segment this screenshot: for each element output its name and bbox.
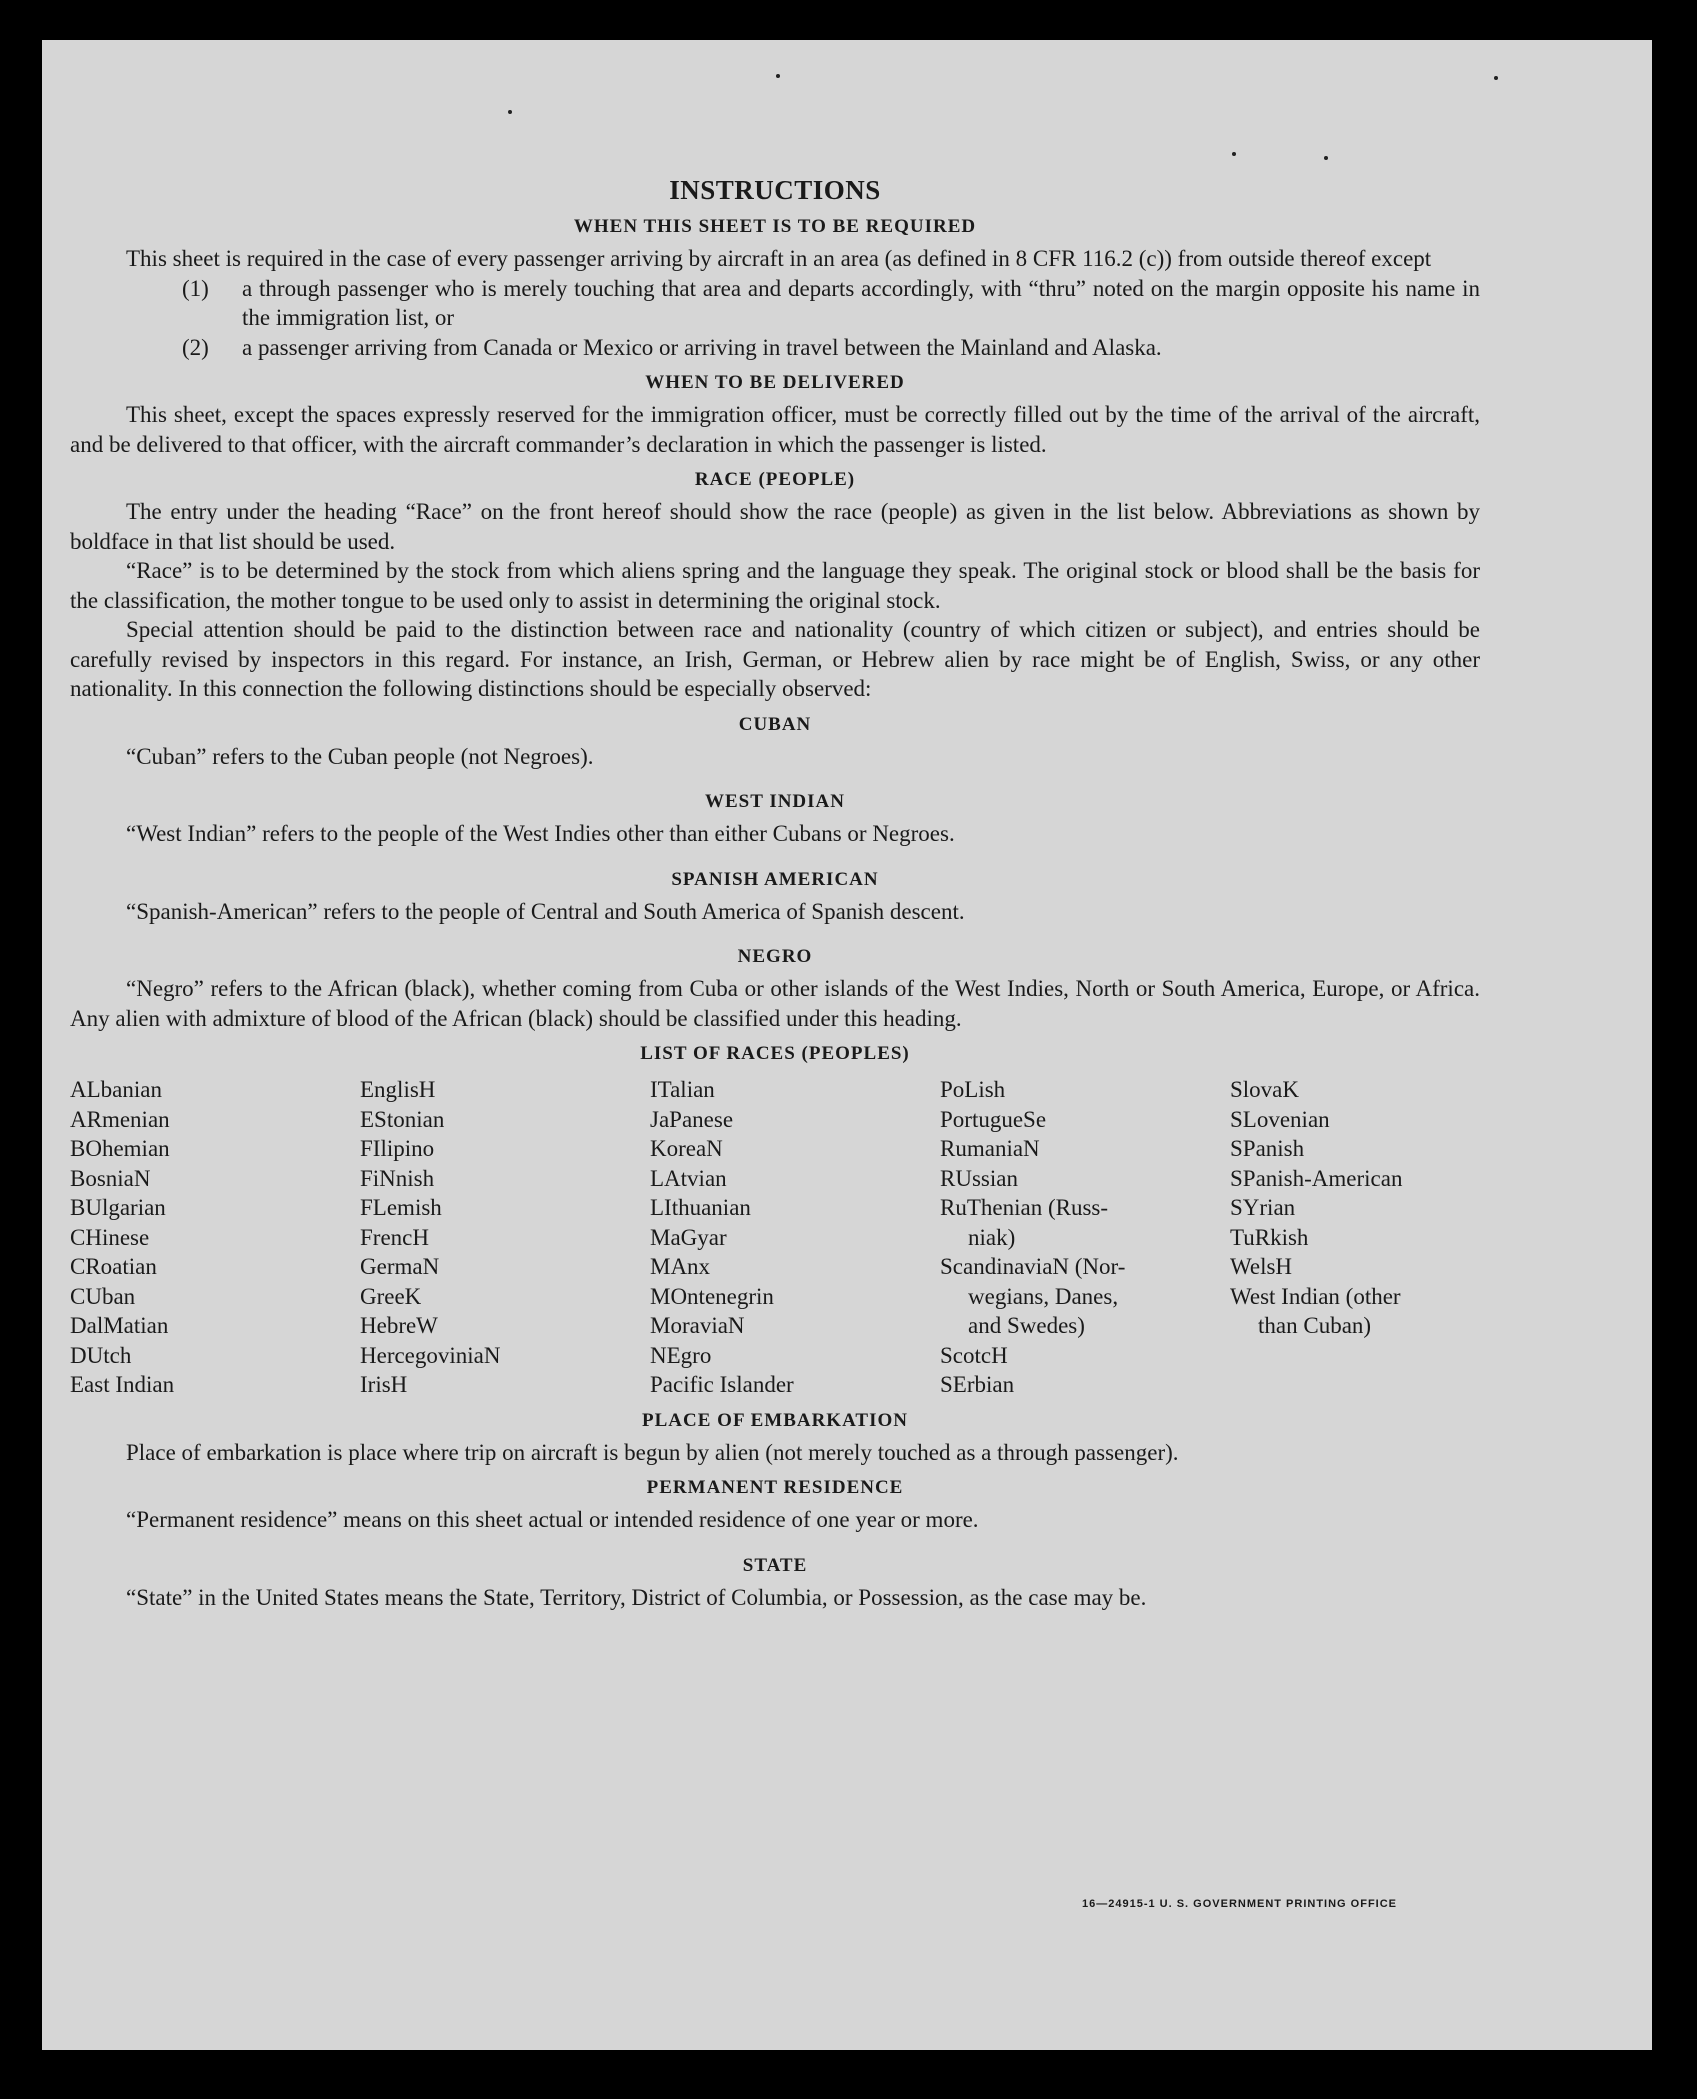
instructions-body — [70, 175, 1480, 1612]
race-entry: SPanish — [1230, 1136, 1305, 1161]
exception-text: a passenger arriving from Canada or Mexico or arriving in travel between the Mainland and Alaska. — [242, 334, 1162, 360]
exception-number: (2) — [182, 334, 209, 360]
race-entry-continued: and Swedes) — [968, 1313, 1085, 1338]
document-page — [42, 40, 1652, 2050]
race-entry: East Indian — [70, 1372, 175, 1397]
exception-text: a through passenger who is merely touching that area and departs accordingly, with “thru” noted on the margin opposite his name in the immigration list, or — [242, 275, 1480, 330]
speck — [1494, 76, 1498, 80]
race-entry: MOntenegrin — [650, 1283, 774, 1309]
race-entry: Pacific Islander — [650, 1372, 794, 1397]
race-entry: ScandinaviaN (Nor- — [940, 1254, 1126, 1279]
section-heading-negro: NEGRO — [737, 946, 813, 967]
race-entry: SYrian — [1230, 1195, 1296, 1220]
race-entry-continued: wegians, Danes, — [968, 1283, 1119, 1309]
race-entry: EnglisH — [360, 1077, 436, 1102]
section-heading-state: STATE — [742, 1554, 808, 1576]
race-entry: FrencH — [360, 1224, 429, 1250]
race-entry: KoreaN — [650, 1136, 723, 1161]
race-entry-continued: niak) — [968, 1224, 1016, 1250]
race-entry: CUban — [70, 1283, 136, 1309]
race-entry: ARmenian — [70, 1106, 170, 1132]
race-paragraph-2: “Race” is to be determined by the stock from which aliens spring and the language they speak. The original stock or blood shall be the basis for the classification, the mother tongue to be used only to assist in determining the original stock. — [70, 558, 1480, 613]
race-entry: MaGyar — [650, 1224, 727, 1250]
section-heading-list-of-races: LIST OF RACES (PEOPLES) — [640, 1043, 910, 1064]
cuban-paragraph: “Cuban” refers to the Cuban people (not Negroes). — [126, 743, 594, 769]
race-entry: CHinese — [70, 1224, 150, 1250]
race-entry: HebreW — [360, 1313, 438, 1338]
race-entry: PortugueSe — [940, 1106, 1047, 1132]
race-column-3 — [650, 1075, 940, 1400]
race-entry: West Indian (other — [1230, 1283, 1401, 1309]
race-entry: DalMatian — [70, 1313, 169, 1338]
race-entry: ALbanian — [70, 1077, 162, 1102]
spanish-american-paragraph: “Spanish-American” refers to the people of Central and South America of Spanish descent. — [126, 898, 965, 924]
race-entry: LIthuanian — [650, 1195, 751, 1220]
race-entry: MAnx — [650, 1254, 711, 1279]
negro-paragraph: “Negro” refers to the African (black), whether coming from Cuba or other islands of the West Indies, North or South America, Europe, or Africa. Any alien with admixture of blood of the African (black) should be classified under this heading. — [70, 976, 1480, 1031]
race-entry: PoLish — [940, 1077, 1006, 1102]
race-column-2 — [360, 1075, 650, 1400]
exception-item-1 — [70, 274, 1480, 333]
race-entry: RumaniaN — [940, 1136, 1040, 1161]
race-list — [70, 1075, 1480, 1400]
race-entry: GreeK — [360, 1283, 422, 1309]
race-entry: IrisH — [360, 1372, 408, 1397]
race-entry: GermaN — [360, 1254, 440, 1279]
race-entry: ScotcH — [940, 1342, 1008, 1368]
race-entry-continued: than Cuban) — [1258, 1313, 1372, 1338]
speck — [508, 110, 512, 114]
state-paragraph: “State” in the United States means the State, Territory, District of Columbia, or Possession, as the case may be. — [126, 1584, 1147, 1610]
delivered-paragraph: This sheet, except the spaces expressly reserved for the immigration officer, must be correctly filled out by the time of the arrival of the aircraft, and be delivered to that officer, with the aircraft commander’s declaration in which the passenger is listed. — [70, 402, 1480, 457]
west-indian-paragraph: “West Indian” refers to the people of the West Indies other than either Cubans or Negroes. — [126, 821, 955, 846]
race-column-4 — [940, 1075, 1230, 1400]
race-entry: RuThenian (Russ- — [940, 1195, 1109, 1220]
race-entry: ITalian — [650, 1077, 715, 1102]
section-heading-delivered: WHEN TO BE DELIVERED — [645, 372, 905, 393]
section-heading-embarkation: PLACE OF EMBARKATION — [642, 1409, 908, 1431]
speck — [776, 74, 780, 78]
exception-item-2 — [70, 333, 1480, 363]
race-paragraph-1: The entry under the heading “Race” on the front hereof should show the race (people) as given in the list below. Abbreviations as shown by boldface in that list should be used. — [70, 499, 1480, 554]
page-title: INSTRUCTIONS — [669, 175, 881, 205]
section-heading-race: RACE (PEOPLE) — [694, 469, 856, 490]
race-entry: FiNnish — [360, 1165, 435, 1191]
speck — [1232, 152, 1236, 156]
section-heading-cuban: CUBAN — [738, 713, 812, 735]
race-entry: SErbian — [940, 1372, 1015, 1397]
race-entry: DUtch — [70, 1342, 132, 1368]
race-entry: JaPanese — [650, 1106, 734, 1132]
race-entry: FIlipino — [360, 1136, 435, 1161]
race-entry: NEgro — [650, 1342, 712, 1368]
race-entry: BUlgarian — [70, 1195, 166, 1220]
race-entry: SlovaK — [1230, 1077, 1299, 1102]
speck — [1324, 156, 1328, 160]
exception-number: (1) — [182, 275, 209, 301]
race-entry: SLovenian — [1230, 1106, 1330, 1132]
race-column-1 — [70, 1075, 360, 1400]
race-entry: MoraviaN — [650, 1313, 745, 1338]
printer-imprint: 16—24915-1 U. S. GOVERNMENT PRINTING OFFICE — [1082, 1898, 1398, 1910]
race-entry: WelsH — [1230, 1254, 1293, 1279]
embarkation-paragraph: Place of embarkation is place where trip on aircraft is begun by alien (not merely touched as a through passenger). — [126, 1439, 1179, 1465]
race-entry: BOhemian — [70, 1136, 170, 1161]
required-paragraph: This sheet is required in the case of every passenger arriving by aircraft in an area (as defined in 8 CFR 116.2 (c)) from outside thereof except — [126, 246, 1432, 271]
race-entry: CRoatian — [70, 1254, 157, 1279]
race-entry: TuRkish — [1230, 1224, 1309, 1250]
race-entry: EStonian — [360, 1106, 445, 1132]
section-heading-required: WHEN THIS SHEET IS TO BE REQUIRED — [573, 216, 977, 237]
race-entry: HercegoviniaN — [360, 1342, 501, 1368]
race-entry: RUssian — [940, 1165, 1018, 1191]
section-heading-permanent-residence: PERMANENT RESIDENCE — [646, 1477, 904, 1498]
section-heading-west-indian: WEST INDIAN — [705, 791, 845, 812]
race-entry: SPanish-American — [1230, 1165, 1403, 1191]
permanent-residence-paragraph: “Permanent residence” means on this sheet actual or intended residence of one year or more. — [126, 1507, 979, 1532]
race-column-5 — [1230, 1075, 1490, 1400]
section-heading-spanish-american: SPANISH AMERICAN — [671, 868, 879, 890]
race-entry: FLemish — [360, 1195, 442, 1220]
race-entry: BosniaN — [70, 1165, 151, 1191]
race-paragraph-3: Special attention should be paid to the distinction between race and nationality (country of which citizen or subject), and entries should be carefully revised by inspectors in this regard. For instance, an Irish, German, or Hebrew alien by race might be of English, Swiss, or any other nationality. In this connection the following distinctions should be especially observed: — [70, 617, 1480, 701]
race-entry: LAtvian — [650, 1165, 727, 1191]
